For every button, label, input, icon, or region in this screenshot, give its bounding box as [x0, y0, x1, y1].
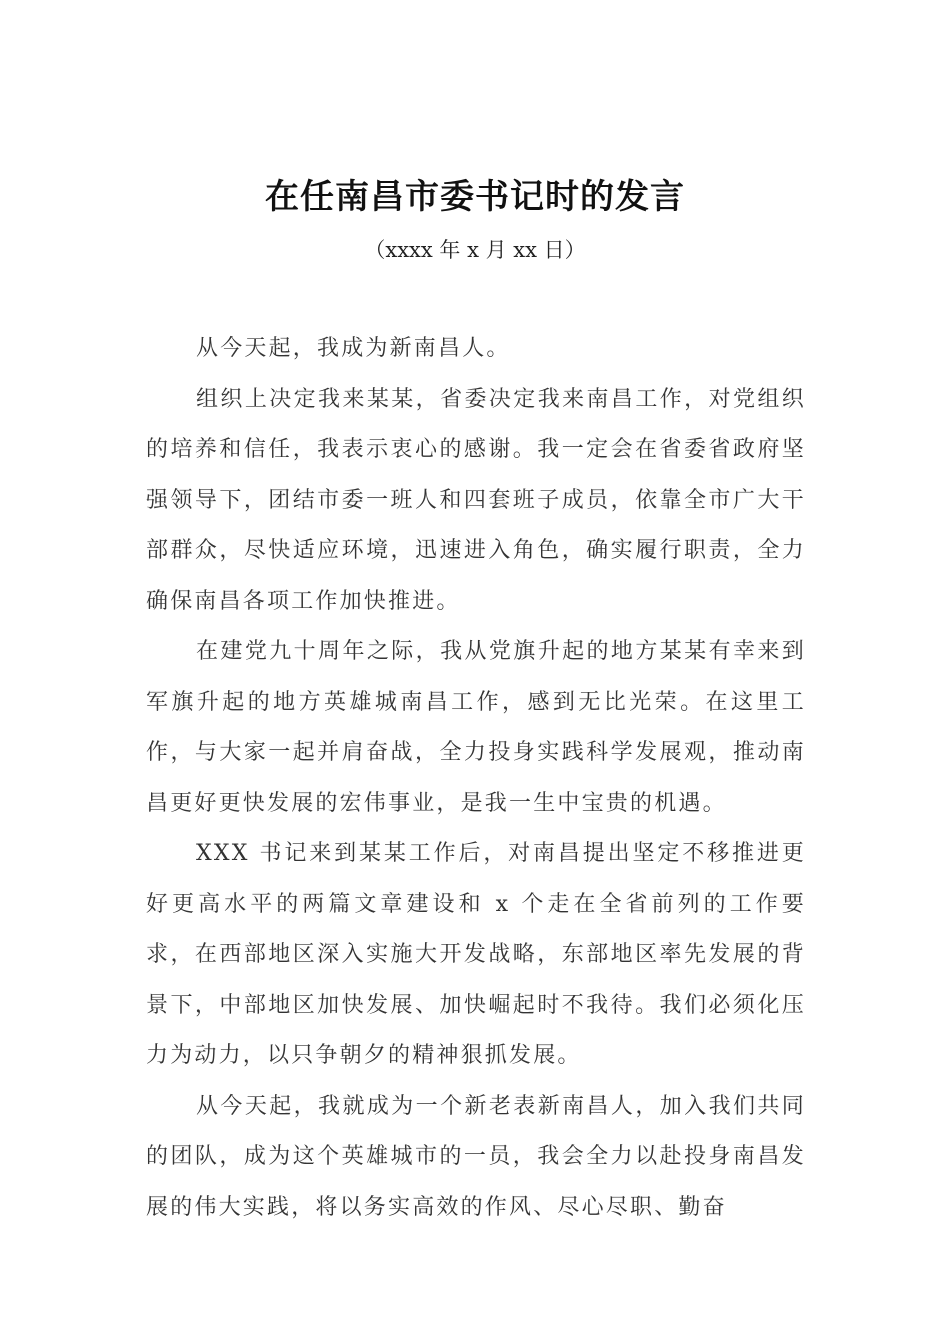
paragraph-4: XXX 书记来到某某工作后，对南昌提出坚定不移推进更好更高水平的两篇文章建设和 x 个走在全省前列的工作要求，在西部地区深入实施大开发战略，东部地区率先发展的背景下，中部地区加快发展、加快崛起时不我待。我们必须化压力为动力，以只争朝夕的精神狠抓发展。: [146, 841, 806, 1068]
paragraph-5: 从今天起，我就成为一个新老表新南昌人，加入我们共同的团队，成为这个英雄城市的一员，我会全力以赴投身南昌发展的伟大实践，将以务实高效的作风、尽心尽职、勤奋: [146, 1093, 806, 1220]
document-title: 在任南昌市委书记时的发言: [265, 177, 685, 217]
document-date: （xxxx 年 x 月 xx 日）: [364, 238, 586, 262]
paragraph-3: 在建党九十周年之际，我从党旗升起的地方某某有幸来到军旗升起的地方英雄城南昌工作，感到无比光荣。在这里工作，与大家一起并肩奋战，全力投身实践科学发展观，推动南昌更好更快发展的宏伟事业，是我一生中宝贵的机遇。: [146, 639, 806, 816]
paragraph-1: 从今天起，我成为新南昌人。: [196, 336, 511, 361]
paragraph-2: 组织上决定我来某某，省委决定我来南昌工作，对党组织的培养和信任，我表示衷心的感谢。我一定会在省委省政府坚强领导下，团结市委一班人和四套班子成员，依靠全市广大干部群众，尽快适应环境，迅速进入角色，确实履行职责，全力确保南昌各项工作加快推进。: [146, 386, 806, 614]
document-body: [146, 324, 806, 1233]
